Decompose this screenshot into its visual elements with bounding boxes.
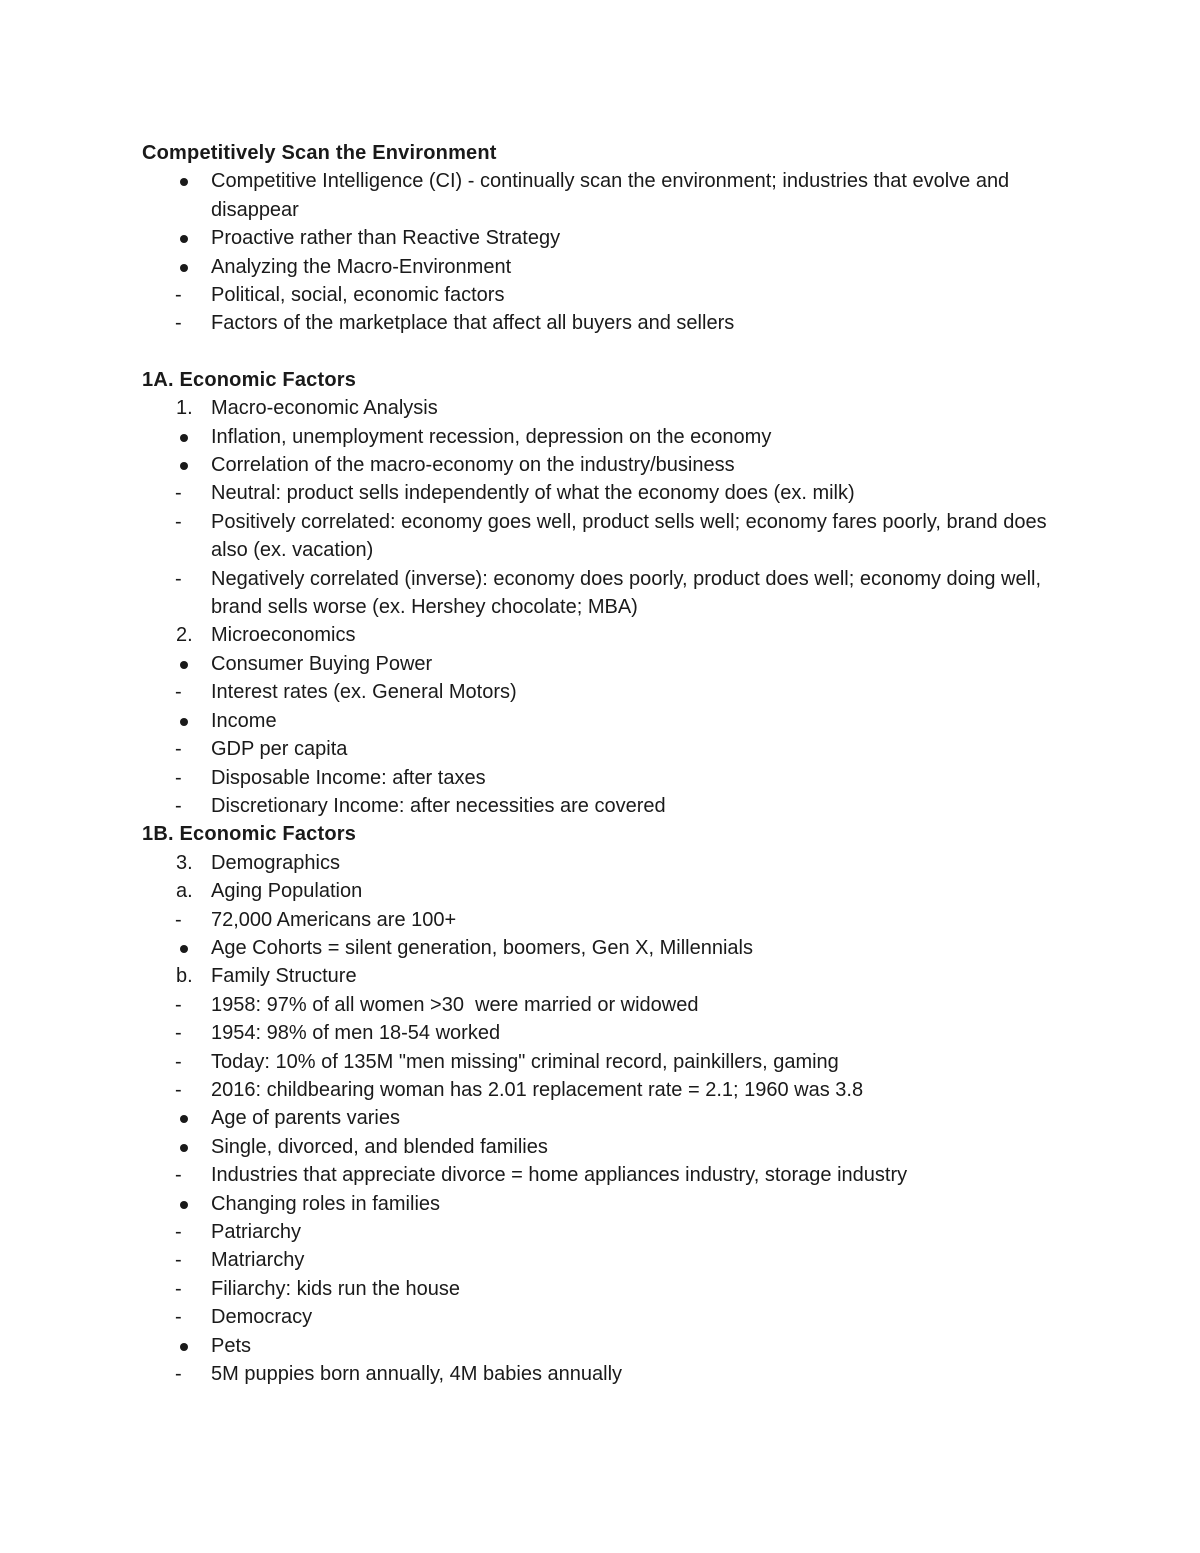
- list-item: - Disposable Income: after taxes: [142, 764, 1082, 792]
- bullet-icon: [142, 253, 211, 281]
- list-item: 2. Microeconomics: [142, 621, 1082, 649]
- dash-marker: -: [175, 284, 182, 307]
- list-item: - Factors of the marketplace that affect all buyers and sellers: [142, 309, 1082, 337]
- list-item: - Negatively correlated (inverse): economy does poorly, product does well; economy doing well, brand sells worse (ex. Hershey chocolate; MBA): [142, 565, 1082, 622]
- list-item: - 72,000 Americans are 100+: [142, 906, 1082, 934]
- dash-marker: -: [175, 908, 182, 931]
- list-item: - Patriarchy: [142, 1218, 1082, 1246]
- list-item: Age Cohorts = silent generation, boomers, Gen X, Millennials: [142, 934, 1082, 962]
- dash-marker: -: [175, 993, 182, 1016]
- dash-marker: -: [175, 1050, 182, 1073]
- list-item: - Positively correlated: economy goes well, product sells well; economy fares poorly, brand does also (ex. vacation): [142, 508, 1082, 565]
- list-item: 3. Demographics: [142, 849, 1082, 877]
- dash-marker: -: [175, 1363, 182, 1386]
- dash-marker: -: [175, 312, 182, 335]
- list-item: Pets: [142, 1332, 1082, 1360]
- bullet-icon: [142, 423, 211, 451]
- bullet-icon: [142, 1133, 211, 1161]
- dash-marker: -: [175, 1078, 182, 1101]
- dash-marker: -: [175, 510, 182, 533]
- dash-marker: -: [175, 794, 182, 817]
- list-item: 1. Macro-economic Analysis: [142, 394, 1082, 422]
- list-item: Changing roles in families: [142, 1190, 1082, 1218]
- number-marker: 3.: [176, 851, 193, 874]
- section-1a-economic-factors: [142, 366, 1082, 820]
- list-item: - Industries that appreciate divorce = home appliances industry, storage industry: [142, 1161, 1082, 1189]
- list-item: - Matriarchy: [142, 1246, 1082, 1274]
- dash-marker: -: [175, 738, 182, 761]
- list-item: Proactive rather than Reactive Strategy: [142, 224, 1082, 252]
- dash-marker: -: [175, 766, 182, 789]
- list-item: Income: [142, 707, 1082, 735]
- letter-marker: a.: [176, 880, 193, 903]
- list-item: Correlation of the macro-economy on the industry/business: [142, 451, 1082, 479]
- dash-marker: -: [175, 1306, 182, 1329]
- list-item: Single, divorced, and blended families: [142, 1133, 1082, 1161]
- list-item: - 2016: childbearing woman has 2.01 replacement rate = 2.1; 1960 was 3.8: [142, 1076, 1082, 1104]
- list-item: Analyzing the Macro-Environment: [142, 253, 1082, 281]
- dash-marker: -: [175, 1249, 182, 1272]
- section-spacer: [142, 338, 1082, 366]
- bullet-icon: [142, 934, 211, 962]
- list-item: Inflation, unemployment recession, depression on the economy: [142, 423, 1082, 451]
- list-item: - Filiarchy: kids run the house: [142, 1275, 1082, 1303]
- section-heading: 1B. Economic Factors: [142, 823, 357, 846]
- bullet-icon: [142, 1332, 211, 1360]
- list-item: - Today: 10% of 135M "men missing" criminal record, painkillers, gaming: [142, 1048, 1082, 1076]
- list-item: Age of parents varies: [142, 1104, 1082, 1132]
- bullet-icon: [142, 1104, 211, 1132]
- list-item: - GDP per capita: [142, 735, 1082, 763]
- bullet-icon: [142, 224, 211, 252]
- dash-marker: -: [175, 1022, 182, 1045]
- list-item: - Political, social, economic factors: [142, 281, 1082, 309]
- list-item: - Discretionary Income: after necessities are covered: [142, 792, 1082, 820]
- section-competitive-scan: [142, 139, 1082, 338]
- section-1b-economic-factors: [142, 820, 1082, 1388]
- bullet-icon: [142, 167, 211, 224]
- list-item: - 1958: 97% of all women >30 were married or widowed: [142, 991, 1082, 1019]
- bullet-icon: [142, 1190, 211, 1218]
- dash-marker: -: [175, 681, 182, 704]
- list-item: - Democracy: [142, 1303, 1082, 1331]
- bullet-icon: [142, 650, 211, 678]
- document-page: [142, 139, 1082, 1388]
- list-item: b. Family Structure: [142, 962, 1082, 990]
- dash-marker: -: [175, 1277, 182, 1300]
- dash-marker: -: [175, 1164, 182, 1187]
- list-item: a. Aging Population: [142, 877, 1082, 905]
- list-item: - Neutral: product sells independently of what the economy does (ex. milk): [142, 479, 1082, 507]
- dash-marker: -: [175, 482, 182, 505]
- bullet-icon: [142, 451, 211, 479]
- dash-marker: -: [175, 567, 182, 590]
- list-item: - 5M puppies born annually, 4M babies annually: [142, 1360, 1082, 1388]
- section-heading: Competitively Scan the Environment: [142, 142, 497, 164]
- section-heading: 1A. Economic Factors: [142, 368, 357, 391]
- list-item: Competitive Intelligence (CI) - continually scan the environment; industries that evolve and disappear: [142, 167, 1082, 224]
- letter-marker: b.: [176, 965, 193, 988]
- dash-marker: -: [175, 1220, 182, 1243]
- list-item: Consumer Buying Power: [142, 650, 1082, 678]
- number-marker: 1.: [176, 397, 193, 420]
- number-marker: 2.: [176, 624, 193, 647]
- bullet-icon: [142, 707, 211, 735]
- list-item: - 1954: 98% of men 18-54 worked: [142, 1019, 1082, 1047]
- list-item: - Interest rates (ex. General Motors): [142, 678, 1082, 706]
